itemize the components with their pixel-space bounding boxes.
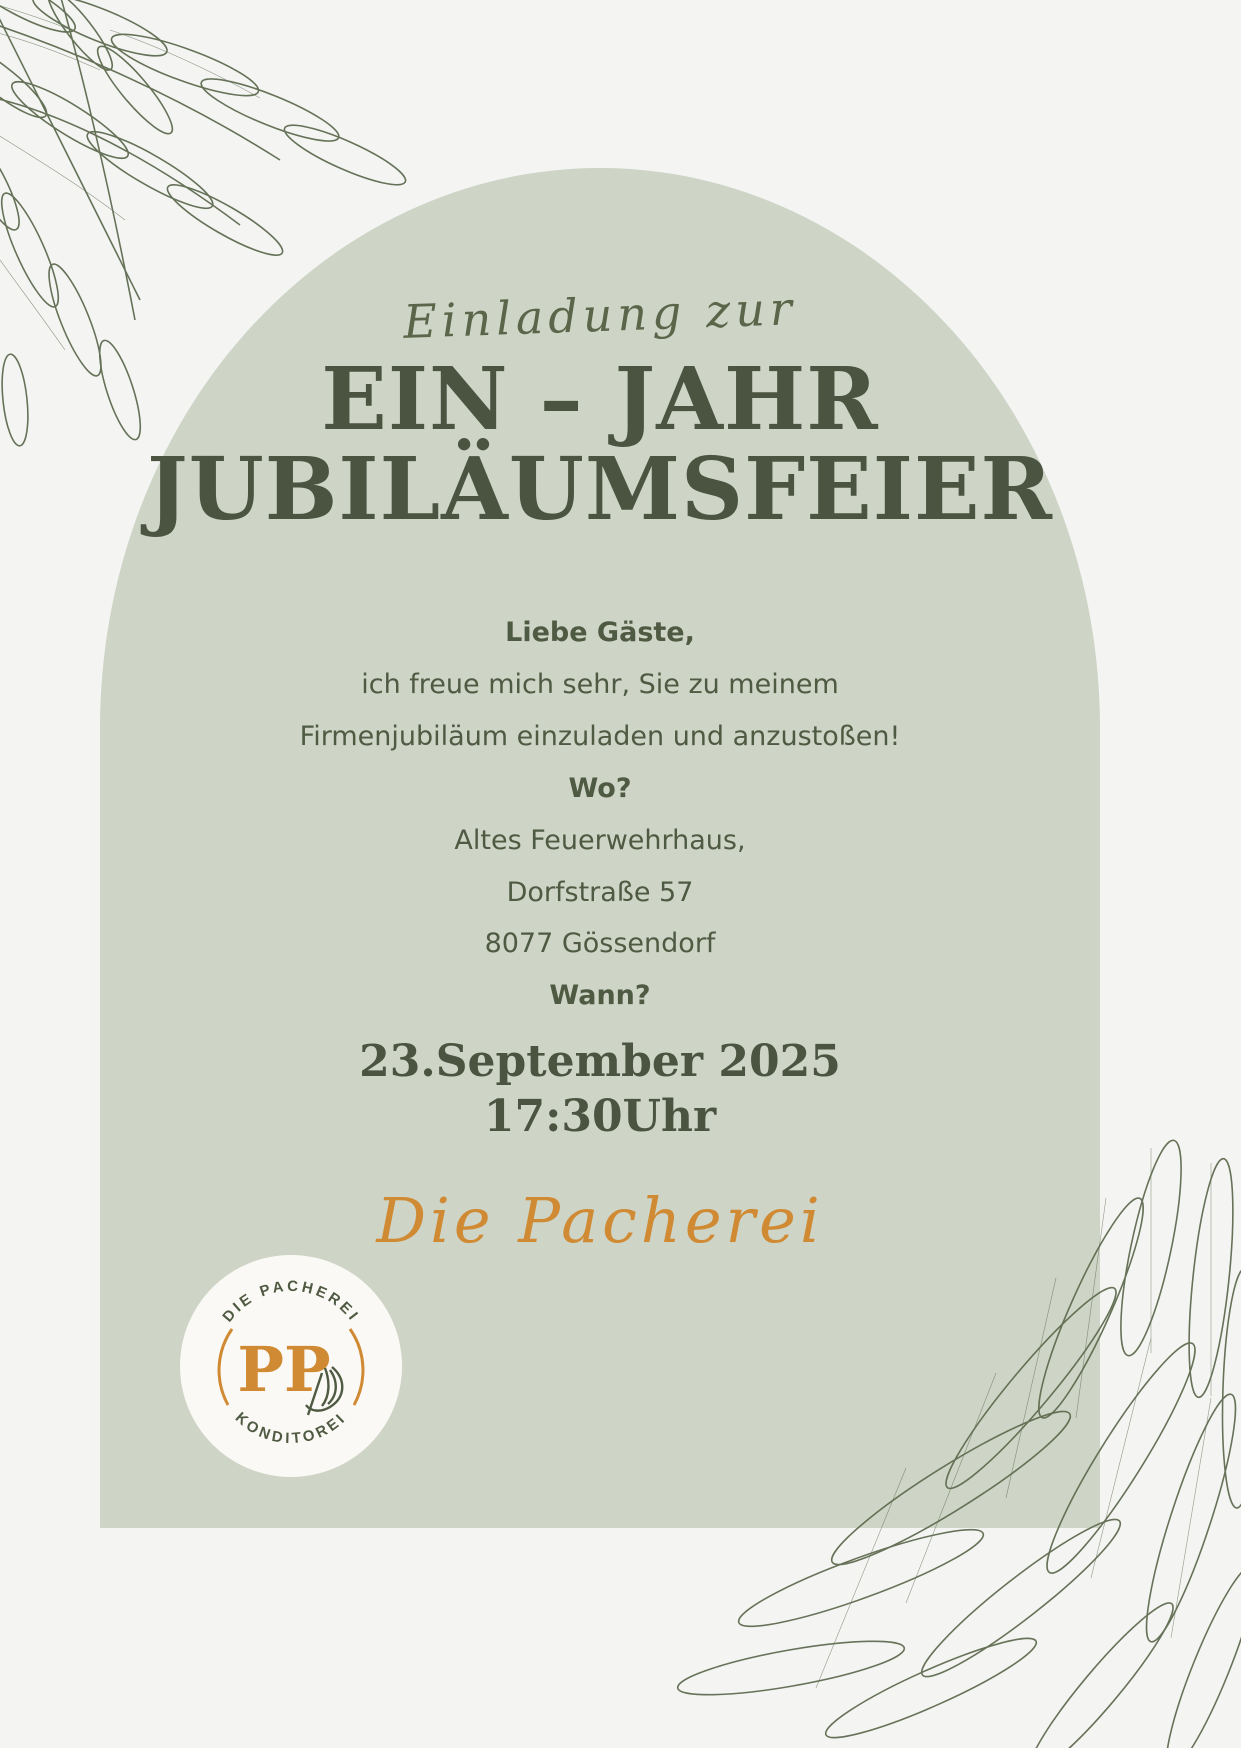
svg-text:KONDITOREI (232, 1409, 350, 1447)
venue-line-3: 8077 Gössendorf (484, 928, 716, 960)
intro-line-1: ich freue mich sehr, Sie zu meinem (361, 669, 839, 701)
event-date-time (100, 1034, 1100, 1144)
when-label: Wann? (549, 980, 651, 1012)
intro-line-2: Firmenjubiläum einzuladen und anzustoßen! (299, 721, 901, 753)
invitation-body (100, 607, 1100, 1022)
logo-bottom-text: KONDITOREI (231, 1409, 351, 1448)
page-title-line-1: EIN – JAHR (321, 349, 879, 450)
where-label: Wo? (568, 772, 632, 804)
signature-text: Die Pacherei (376, 1184, 824, 1258)
logo-top-text: DIE PACHEREI (219, 1277, 363, 1326)
venue-line-2: Dorfstraße 57 (506, 876, 694, 908)
svg-text:DIE PACHEREI (219, 1278, 363, 1326)
event-time: 17:30Uhr (483, 1091, 717, 1143)
eyebrow-text: Einladung zur (402, 281, 798, 349)
page-title-line-2: JUBILÄUMSFEIER (147, 438, 1053, 540)
greeting-text: Liebe Gäste, (505, 617, 695, 649)
brand-logo (180, 1255, 402, 1477)
event-date: 23.September 2025 (359, 1036, 841, 1088)
logo-artwork-icon (180, 1255, 402, 1477)
logo-monogram: PP (237, 1333, 331, 1406)
venue-line-1: Altes Feuerwehrhaus, (454, 824, 746, 856)
